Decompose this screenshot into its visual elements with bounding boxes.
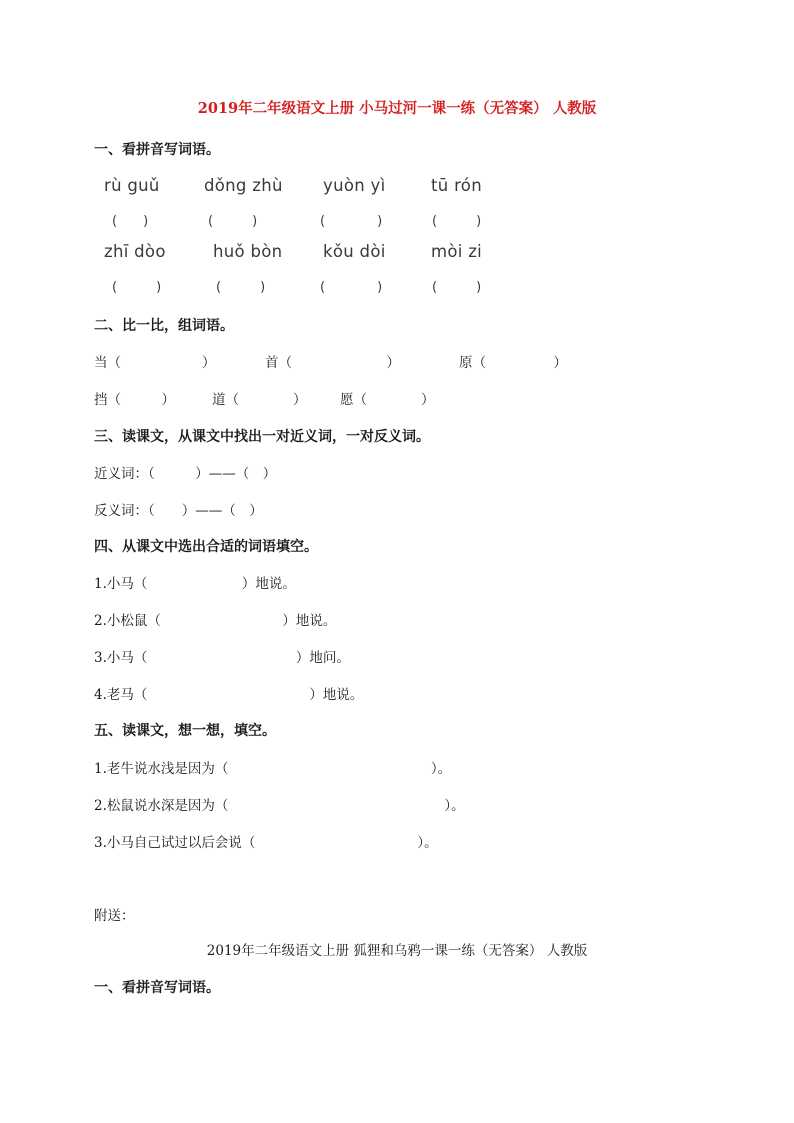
- synonym-line: 近义词：（ ）——（ ）: [94, 466, 277, 482]
- answer-blank: ( ): [432, 214, 482, 229]
- fill-blank-item: 3.小马自己试过以后会说（ ）。: [94, 835, 438, 851]
- appendix-subtitle: 2019年二年级语文上册 狐狸和乌鸦一课一练（无答案） 人教版: [206, 943, 588, 959]
- answer-blank: ( ): [112, 280, 162, 295]
- answer-blank: ( ): [208, 214, 258, 229]
- word-group-item: 道（ ）: [212, 392, 307, 408]
- section-5-heading: 五、读课文，想一想，填空。: [94, 723, 276, 739]
- answer-blank: ( ): [432, 280, 482, 295]
- page-title: 2019年二年级语文上册 小马过河一课一练（无答案） 人教版: [197, 100, 597, 117]
- pinyin-word: rù guǔ: [104, 176, 160, 195]
- word-group-item: 当（ ）: [94, 355, 216, 371]
- answer-blank: ( ): [112, 214, 149, 229]
- answer-blank: ( ): [320, 214, 383, 229]
- appendix-section-heading: 一、看拼音写词语。: [94, 980, 220, 996]
- section-3-heading: 三、读课文，从课文中找出一对近义词，一对反义词。: [94, 429, 430, 445]
- answer-blank: ( ): [216, 280, 266, 295]
- answer-blank: ( ): [320, 280, 383, 295]
- fill-blank-item: 1.老牛说水浅是因为（ ）。: [94, 761, 452, 777]
- fill-blank-item: 2.松鼠说水深是因为（ ）。: [94, 798, 465, 814]
- fill-blank-item: 3.小马（ ）地问。: [94, 650, 350, 666]
- word-group-item: 挡（ ）: [94, 392, 175, 408]
- pinyin-word: kǒu dòi: [323, 242, 386, 261]
- appendix-label: 附送：: [94, 908, 135, 924]
- fill-blank-item: 2.小松鼠（ ）地说。: [94, 613, 337, 629]
- word-group-item: 愿（ ）: [340, 392, 435, 408]
- section-2-heading: 二、比一比，组词语。: [94, 318, 234, 334]
- pinyin-word: dǒng zhù: [204, 176, 283, 195]
- pinyin-word: zhī dòo: [104, 242, 166, 261]
- pinyin-word: tū rón: [431, 176, 482, 195]
- pinyin-word: mòi zi: [431, 242, 483, 261]
- section-1-heading: 一、看拼音写词语。: [94, 142, 220, 158]
- word-group-item: 原（ ）: [459, 355, 567, 371]
- fill-blank-item: 1.小马（ ）地说。: [94, 576, 296, 592]
- antonym-line: 反义词：（ ）——（ ）: [94, 503, 263, 519]
- fill-blank-item: 4.老马（ ）地说。: [94, 687, 364, 703]
- word-group-item: 首（ ）: [265, 355, 400, 371]
- section-4-heading: 四、从课文中选出合适的词语填空。: [94, 539, 318, 555]
- pinyin-word: yuòn yì: [323, 176, 386, 195]
- pinyin-word: huǒ bòn: [213, 242, 283, 261]
